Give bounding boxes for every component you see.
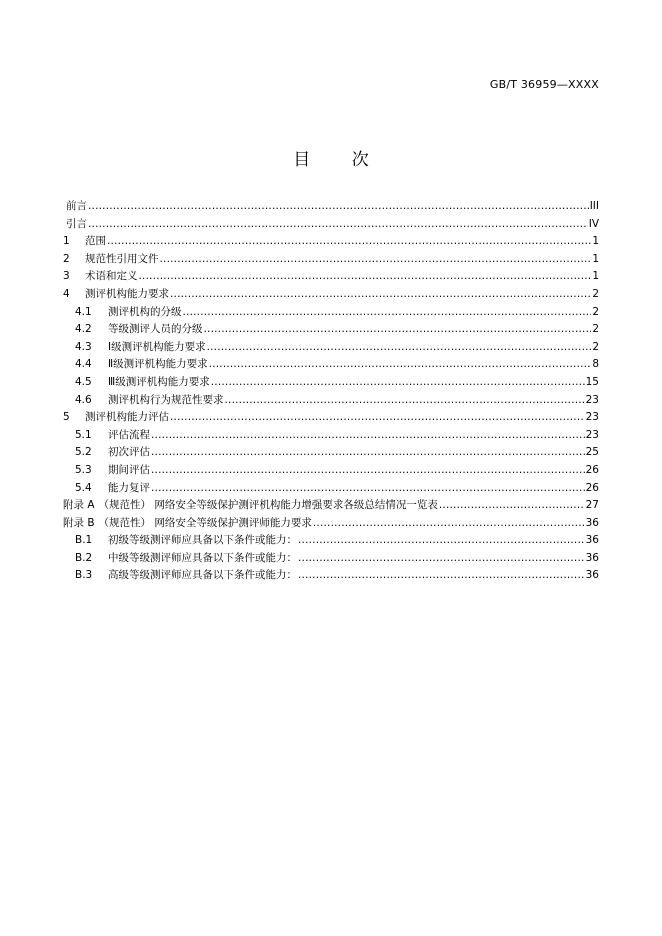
toc-entry-label: 能力复评 <box>108 481 150 494</box>
toc-entry-label: 规范性引用文件 <box>85 252 159 265</box>
toc-entry-number: 附录 B <box>63 516 95 529</box>
toc-entry-page-number: IV <box>588 217 599 230</box>
toc-entry-page-number: 2 <box>592 305 599 318</box>
toc-entry-label: 初次评估 <box>108 446 150 459</box>
toc-entry-number: 附录 A <box>63 499 95 512</box>
dot-leader <box>298 550 585 568</box>
toc-entry-page-number: 8 <box>592 358 599 371</box>
dot-leader <box>107 233 591 251</box>
toc-entry-page-number: 25 <box>585 446 599 459</box>
toc-entry-number: B.3 <box>75 569 93 582</box>
toc-entry-number: 4.5 <box>75 375 92 388</box>
toc-entry-page-number: 26 <box>585 463 599 476</box>
toc-entry-label: 前言 <box>66 200 87 212</box>
toc-entry-number: 4 <box>63 287 70 300</box>
dot-leader <box>151 462 585 480</box>
toc-entry-label: 等级测评人员的分级 <box>108 323 203 336</box>
toc-entry[interactable] <box>63 392 599 410</box>
toc-entry-number: B.2 <box>75 551 93 564</box>
toc-entry[interactable] <box>63 532 599 550</box>
dot-leader <box>313 515 585 533</box>
toc-entry-label: 评估流程 <box>108 428 150 441</box>
toc-entry[interactable] <box>63 515 599 533</box>
toc-entry-label: 初级等级测评师应具备以下条件或能力： <box>108 534 297 547</box>
toc-entry-page-number: 26 <box>585 481 599 494</box>
toc-entry-number: 5 <box>63 411 70 424</box>
toc-entry[interactable] <box>63 409 599 427</box>
toc-entry-label: 期间评估 <box>108 463 150 476</box>
toc-entry-page-number: 1 <box>592 252 599 265</box>
toc-entry-label: 引言 <box>66 217 87 230</box>
toc-entry-page-number: 27 <box>585 499 599 512</box>
toc-entry-label: Ⅰ级测评机构能力要求 <box>108 340 206 353</box>
toc-entry-page-number: 2 <box>592 340 599 353</box>
toc-entry-number: 4.3 <box>75 340 92 353</box>
toc-entry-page-number: 36 <box>585 551 599 564</box>
toc-entry[interactable] <box>63 321 599 339</box>
toc-entry-label: 中级等级测评师应具备以下条件或能力： <box>108 551 297 564</box>
toc-entry-page-number: 36 <box>585 569 599 582</box>
toc-entry[interactable] <box>63 444 599 462</box>
toc-entry[interactable] <box>63 304 599 322</box>
toc-entry-label: Ⅱ级测评机构能力要求 <box>108 358 208 371</box>
toc-entry[interactable] <box>63 462 599 480</box>
toc-entry-page-number: 23 <box>585 411 599 424</box>
dot-leader <box>211 374 585 392</box>
toc-entry-number: 5.3 <box>75 463 92 476</box>
toc-entry[interactable] <box>63 268 599 286</box>
toc-entry[interactable] <box>63 374 599 392</box>
toc-entry-number: 1 <box>63 235 70 248</box>
table-of-contents <box>63 198 599 585</box>
toc-entry-label: （规范性） 网络安全等级保护测评师能力要求 <box>98 516 312 529</box>
toc-entry[interactable] <box>63 550 599 568</box>
toc-entry-label: （规范性） 网络安全等级保护测评机构能力增强要求各级总结情况一览表 <box>98 499 438 512</box>
toc-entry-page-number: 36 <box>585 516 599 529</box>
toc-entry-page-number: III <box>589 200 599 212</box>
toc-entry-page-number: 1 <box>592 270 599 283</box>
toc-entry-page-number: 36 <box>585 534 599 547</box>
toc-entry-number: 3 <box>63 270 70 283</box>
dot-leader <box>439 497 585 515</box>
dot-leader <box>151 480 585 498</box>
toc-entry-page-number: 23 <box>585 393 599 406</box>
toc-entry-number: 4.6 <box>75 393 92 406</box>
toc-entry[interactable] <box>63 427 599 445</box>
dot-leader <box>183 304 592 322</box>
toc-entry-label: Ⅲ级测评机构能力要求 <box>108 375 210 388</box>
toc-entry-label: 测评机构行为规范性要求 <box>108 393 224 406</box>
toc-title: 目 次 <box>293 150 387 170</box>
toc-entry-page-number: 2 <box>592 287 599 300</box>
toc-entry-number: B.1 <box>75 534 93 547</box>
toc-entry-page-number: 1 <box>592 235 599 248</box>
toc-entry[interactable] <box>63 198 599 216</box>
toc-entry-label: 测评机构能力评估 <box>85 411 169 424</box>
toc-entry[interactable] <box>63 567 599 585</box>
toc-entry[interactable] <box>63 233 599 251</box>
dot-leader <box>209 356 592 374</box>
dot-leader <box>170 286 591 304</box>
dot-leader <box>207 339 592 357</box>
document-code: GB/T 36959—XXXX <box>489 78 599 91</box>
toc-entry-number: 4.1 <box>75 305 92 318</box>
dot-leader <box>151 444 585 462</box>
dot-leader <box>139 268 592 286</box>
dot-leader <box>225 392 585 410</box>
toc-entry[interactable] <box>63 286 599 304</box>
toc-entry[interactable] <box>63 251 599 269</box>
toc-entry[interactable] <box>63 216 599 234</box>
dot-leader <box>204 321 592 339</box>
dot-leader <box>170 409 585 427</box>
toc-entry-page-number: 2 <box>592 323 599 336</box>
dot-leader <box>160 251 592 269</box>
dot-leader <box>88 198 589 216</box>
toc-entry[interactable] <box>63 497 599 515</box>
toc-entry-number: 5.1 <box>75 428 92 441</box>
toc-entry-label: 测评机构的分级 <box>108 305 182 318</box>
toc-entry-number: 4.4 <box>75 358 92 371</box>
toc-entry-number: 2 <box>63 252 70 265</box>
toc-entry-label: 测评机构能力要求 <box>85 287 169 300</box>
toc-entry-label: 术语和定义 <box>85 270 138 283</box>
toc-entry-page-number: 23 <box>585 428 599 441</box>
toc-entry[interactable] <box>63 339 599 357</box>
dot-leader <box>151 427 585 445</box>
dot-leader <box>298 567 585 585</box>
toc-entry-label: 范围 <box>85 235 106 248</box>
dot-leader <box>298 532 585 550</box>
toc-entry[interactable] <box>63 480 599 498</box>
dot-leader <box>88 216 588 234</box>
toc-entry[interactable] <box>63 356 599 374</box>
toc-entry-number: 4.2 <box>75 323 92 336</box>
toc-entry-number: 5.2 <box>75 446 92 459</box>
toc-entry-number: 5.4 <box>75 481 92 494</box>
toc-entry-page-number: 15 <box>585 375 599 388</box>
toc-entry-label: 高级等级测评师应具备以下条件或能力： <box>108 569 297 582</box>
